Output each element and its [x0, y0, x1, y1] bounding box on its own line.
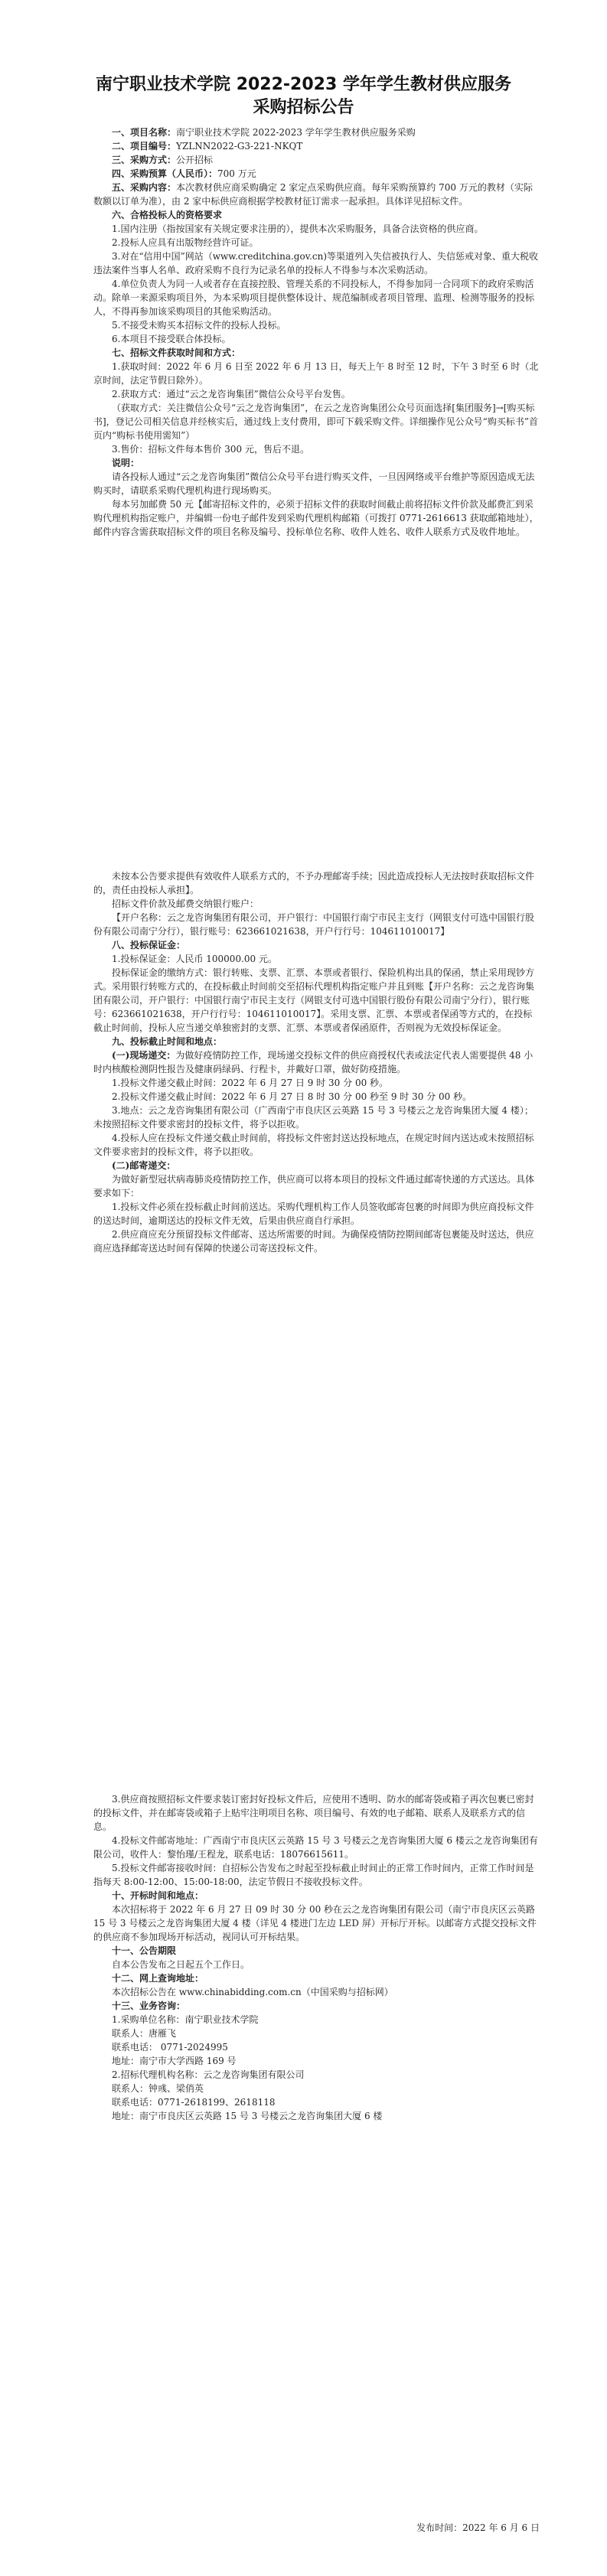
paragraph-text: 3.供应商按照招标文件要求装订密封好投标文件后，应使用不透明、防水的邮寄袋或箱子再次包裹已密封的投标文件，并在邮寄袋或箱子上贴牢注明项目名称、项目编号、有效的电子邮箱、联系人及联系方式的信息。 — [93, 1794, 534, 1832]
paragraph-text: 本次招标将于 2022 年 6 月 27 日 09 时 30 分 00 秒在云之龙咨询集团有限公司（南宁市良庆区云英路 15 号 3 号楼云之龙咨询集团大厦 4 楼（详见 4 楼进门左边 LED 屏）开标厅开标。以邮寄方式提交投标文件的供应商不参加现场开标活动，视同认可开标结果。 — [93, 1904, 537, 1942]
paragraph-heading: 十二、网上查询地址： — [112, 1973, 204, 1984]
paragraph-text: 1.获取时间：2022 年 6 月 6 日至 2022 年 6 月 13 日，每天上午 8 时至 12 时，下午 3 时至 6 时（北京时间，法定节假日除外）。 — [93, 361, 539, 386]
paragraph — [93, 1090, 541, 1104]
paragraph — [93, 208, 541, 222]
document-title-line2: 采购招标公告 — [253, 98, 354, 117]
paragraph-text: 本次教材供应商采购确定 2 家定点采购供应商。每年采购预算约 700 万元的教材（实际数额以订单为准），由 2 家中标供应商根据学校教材征订需求一起承担。具体详见招标文件。 — [93, 182, 533, 207]
paragraph-heading: 十一、公告期限 — [112, 1945, 177, 1956]
paragraph-text: 3.对在“信用中国”网站（www.creditchina.gov.cn)等渠道列入失信被执行人、失信惩戒对象、重大税收违法案件当事人名单、政府采购不良行为记录名单的投标人不得参与本次采购活动。 — [93, 251, 539, 276]
paragraph — [93, 401, 541, 442]
paragraph — [93, 1958, 541, 1971]
paragraph-text: YZLNN2022-G3-221-NKQT — [176, 141, 303, 152]
paragraph-heading: (二)邮寄递交： — [112, 1160, 176, 1171]
paragraph — [93, 1999, 541, 2013]
paragraph-text: 1.投标文件递交截止时间：2022 年 6 月 27 日 9 时 30 分 00 秒。 — [112, 1078, 389, 1088]
paragraph-text: 5.不接受未购买本招标文件的投标人投标。 — [112, 320, 286, 331]
paragraph — [93, 1944, 541, 1958]
paragraph — [93, 897, 541, 911]
paragraph-text: 4.投标文件邮寄地址：广西南宁市良庆区云英路 15 号 3 号楼云之龙咨询集团大厦 6 楼云之龙咨询集团有限公司，收件人：黎怡瑾/王程龙，联系电话：18076615611。 — [93, 1835, 538, 1860]
paragraph-text: 公开招标 — [176, 155, 214, 165]
paragraph-text: 2.投标人应具有出版物经营许可证。 — [112, 237, 259, 248]
paragraph — [93, 277, 541, 318]
paragraph-text: 本次招标公告在 www.chinabidding.com.cn（中国采购与招标网） — [112, 1987, 393, 1997]
paragraph — [93, 139, 541, 153]
paragraph — [93, 911, 541, 938]
paragraph-text: 5.投标文件邮寄接收时间：自招标公告发布之时起至投标截止时间止的正常工作时间内，正常工作时间是指每天 8:00-12:00、15:00-18:00，法定节假日不接收投标文件。 — [93, 1863, 534, 1887]
paragraph — [93, 387, 541, 401]
paragraph — [93, 1048, 541, 1076]
paragraph — [93, 1903, 541, 1944]
paragraph — [93, 2054, 541, 2068]
paragraph-text: 地址：南宁市良庆区云英路 15 号 3 号楼云之龙咨询集团大厦 6 楼 — [112, 2111, 383, 2121]
paragraph-text: 南宁职业技术学院 2022-2023 学年学生教材供应服务采购 — [176, 127, 416, 138]
paragraph — [93, 938, 541, 952]
paragraph — [93, 1159, 541, 1172]
paragraph-text: 4.投标人应在投标文件递交截止时间前，将投标文件密封送达投标地点，在规定时间内送达或未按照招标文件要求密封的投标文件，将予以拒收。 — [93, 1133, 534, 1157]
paragraph-heading: 二、项目编号： — [112, 141, 177, 152]
paragraph — [93, 2027, 541, 2040]
paragraph — [93, 2109, 541, 2123]
paragraph-text: 1.国内注册（指按国家有关规定要求注册的），提供本次采购服务，具备合法资格的供应商。 — [112, 223, 484, 234]
paragraph-text: 2.投标文件递交截止时间：2022 年 6 月 27 日 8 时 30 分 00 秒至 9 时 30 分 00 秒。 — [112, 1091, 472, 1102]
paragraph — [93, 2013, 541, 2027]
paragraph-heading: 三、采购方式： — [112, 155, 177, 165]
paragraph-heading: (一)现场递交： — [112, 1050, 176, 1061]
paragraph — [93, 1834, 541, 1861]
paragraph — [93, 1131, 541, 1159]
paragraph-text: 1.投标保证金：人民币 100000.00 元。 — [112, 954, 277, 964]
paragraph-heading: 一、项目名称： — [112, 127, 177, 138]
paragraph-text: 2.招标代理机构名称：云之龙咨询集团有限公司 — [112, 2069, 305, 2080]
paragraph-heading: 七、招标文件获取时间和方式： — [112, 347, 241, 358]
announcement-section-2 — [93, 869, 541, 1255]
paragraph — [93, 236, 541, 249]
paragraph — [93, 470, 541, 497]
paragraph-text: 请各投标人通过“云之龙咨询集团”微信公众号平台进行购买文件，一旦因网络或平台维护等原因造成无法购买时，请联系采购代理机构进行现场购买。 — [93, 471, 535, 496]
paragraph — [93, 1985, 541, 1999]
paragraph-text: 4.单位负责人为同一人或者存在直接控股、管理关系的不同投标人，不得参加同一合同项下的政府采购活动。除单一来源采购项目外，为本采购项目提供整体设计、规范编制或者项目管理、监理、检测等服务的投标人，不得再参加该采购项目的其他采购活动。 — [93, 279, 535, 317]
paragraph — [93, 2095, 541, 2109]
paragraph — [93, 126, 541, 139]
paragraph-heading: 八、投标保证金： — [112, 940, 186, 951]
announcement-section-3 — [93, 1792, 541, 2123]
paragraph-text: 联系人：唐雁飞 — [112, 2028, 177, 2039]
paragraph — [93, 966, 541, 1035]
paragraph-text: 未按本公告要求提供有效收件人联系方式的，不予办理邮寄手续；因此造成投标人无法按时获取招标文件的，责任由投标人承担】。 — [93, 871, 535, 895]
paragraph-text: 地址：南宁市大学西路 169 号 — [112, 2056, 237, 2066]
paragraph — [93, 332, 541, 346]
paragraph — [93, 2082, 541, 2095]
paragraph-text: 【开户名称：云之龙咨询集团有限公司，开户银行：中国银行南宁市民主支行（网银支付可选中国银行股份有限公司南宁分行），银行账号：623661021638，开户行行号：104611010017】 — [93, 912, 535, 937]
paragraph — [93, 869, 541, 897]
paragraph-text: 700 万元 — [217, 168, 256, 179]
announcement-section-1 — [93, 126, 541, 539]
paragraph-text: 为做好疫情防控工作，现场递交投标文件的供应商授权代表或法定代表人需要提供 48 小时内核酸检测阴性报告及健康码绿码、行程卡，并戴好口罩，做好防疫措施。 — [93, 1050, 534, 1074]
paragraph-text: 2.供应商应充分预留投标文件邮寄、送达所需要的时间。为确保疫情防控期间邮寄包裹能及时送达，供应商应选择邮寄送达时间有保障的快递公司寄送投标文件。 — [93, 1229, 534, 1254]
paragraph-heading: 十、开标时间和地点： — [112, 1890, 204, 1901]
paragraph-text: 2.获取方式：通过“云之龙咨询集团”微信公众号平台发售。 — [112, 389, 351, 399]
paragraph — [93, 442, 541, 456]
paragraph — [93, 1889, 541, 1903]
paragraph-text: 投标保证金的缴纳方式：银行转账、支票、汇票、本票或者银行、保险机构出具的保函，禁止采用现钞方式。采用银行转账方式的，在投标截止时间前交至招标代理机构指定账户并且到账【开户名称：云之龙咨询集团有限公司，开户银行：中国银行南宁市民主支行（网银支付可选中国银行股份有限公司南宁分行），银行账号：623661021638，开户行行号：104611010017】。采用支票、汇票、本票或者保函等方式的，在投标截止时间前，投标人应当递交单独密封的支票、汇票、本票或者保函原件，否则视为无效投标保证金。 — [93, 967, 535, 1033]
paragraph — [93, 222, 541, 236]
paragraph — [93, 1104, 541, 1131]
paragraph-text: 联系电话：0771-2618199、2618118 — [112, 2097, 276, 2108]
paragraph-heading: 九、投标截止时间和地点： — [112, 1036, 223, 1047]
paragraph-text: 3.地点：云之龙咨询集团有限公司（广西南宁市良庆区云英路 15 号 3 号楼云之龙咨询集团大厦 4 楼）；未按照招标文件要求密封的投标文件，将予以拒收。 — [93, 1105, 534, 1130]
paragraph-heading: 四、采购预算（人民币）： — [112, 168, 218, 179]
paragraph-heading: 十三、业务咨询： — [112, 2000, 186, 2011]
paragraph — [93, 346, 541, 360]
document-title-line1: 南宁职业技术学院 2022-2023 学年学生教材供应服务 — [96, 75, 511, 94]
paragraph-text: （获取方式：关注微信公众号“云之龙咨询集团”，在云之龙咨询集团公众号页面选择[集团服务]→[购买标书]，登记公司相关信息并经核实后，通过线上支付费用，即可下载采购文件。详细操作见公众号“购买标书”首页内“购标书使用需知”） — [93, 403, 538, 441]
paragraph — [93, 952, 541, 966]
publish-date: 发布时间：2022 年 6 月 6 日 — [416, 2522, 540, 2533]
paragraph — [93, 2040, 541, 2054]
paragraph — [93, 456, 541, 470]
paragraph-text: 自本公告发布之日起五个工作日。 — [112, 1959, 250, 1970]
paragraph-text: 联系电话： 0771-2024995 — [112, 2042, 228, 2053]
paragraph — [93, 360, 541, 387]
paragraph — [93, 153, 541, 167]
paragraph-text: 6.本项目不接受联合体投标。 — [112, 334, 231, 344]
paragraph — [93, 2068, 541, 2082]
paragraph — [93, 1076, 541, 1090]
paragraph-text: 1.采购单位名称：南宁职业技术学院 — [112, 2014, 259, 2025]
paragraph-text: 每本另加邮费 50 元【邮寄招标文件的，必须于招标文件的获取时间截止前将招标文件价款及邮费汇到采购代理机构指定账户，并编辑一份电子邮件发到采购代理机构邮箱（可拨打 0771-2616613 获取邮箱地址），邮件内容含需获取招标文件的项目名称及编号、投标单位名称、收件人姓名、收件人联系方式及收件地址。 — [93, 499, 539, 537]
paragraph-heading: 说明： — [112, 458, 140, 468]
paragraph — [93, 181, 541, 208]
paragraph — [93, 497, 541, 539]
paragraph-heading: 六、合格投标人的资格要求 — [112, 210, 223, 220]
paragraph — [93, 1861, 541, 1889]
paragraph — [93, 1971, 541, 1985]
paragraph-text: 为做好新型冠状病毒肺炎疫情防控工作，供应商可以将本项目的投标文件通过邮寄快递的方式送达。具体要求如下： — [93, 1174, 535, 1198]
paragraph — [93, 1792, 541, 1834]
paragraph — [93, 1228, 541, 1255]
paragraph — [93, 1200, 541, 1228]
paragraph-text: 1.投标文件必须在投标截止时间前送达。采购代理机构工作人员签收邮寄包裹的时间即为供应商投标文件的送达时间，逾期送达的投标文件无效，后果由供应商自行承担。 — [93, 1202, 534, 1226]
paragraph-text: 联系人：钟彧、梁俏英 — [112, 2083, 204, 2094]
paragraph-heading: 五、采购内容： — [112, 182, 177, 193]
paragraph — [93, 318, 541, 332]
paragraph — [93, 167, 541, 181]
paragraph-text: 3.售价：招标文件每本售价 300 元，售后不退。 — [112, 444, 309, 455]
paragraph — [93, 1172, 541, 1200]
paragraph — [93, 1035, 541, 1048]
paragraph-text: 招标文件价款及邮费交纳银行账户： — [112, 898, 259, 909]
paragraph — [93, 249, 541, 277]
